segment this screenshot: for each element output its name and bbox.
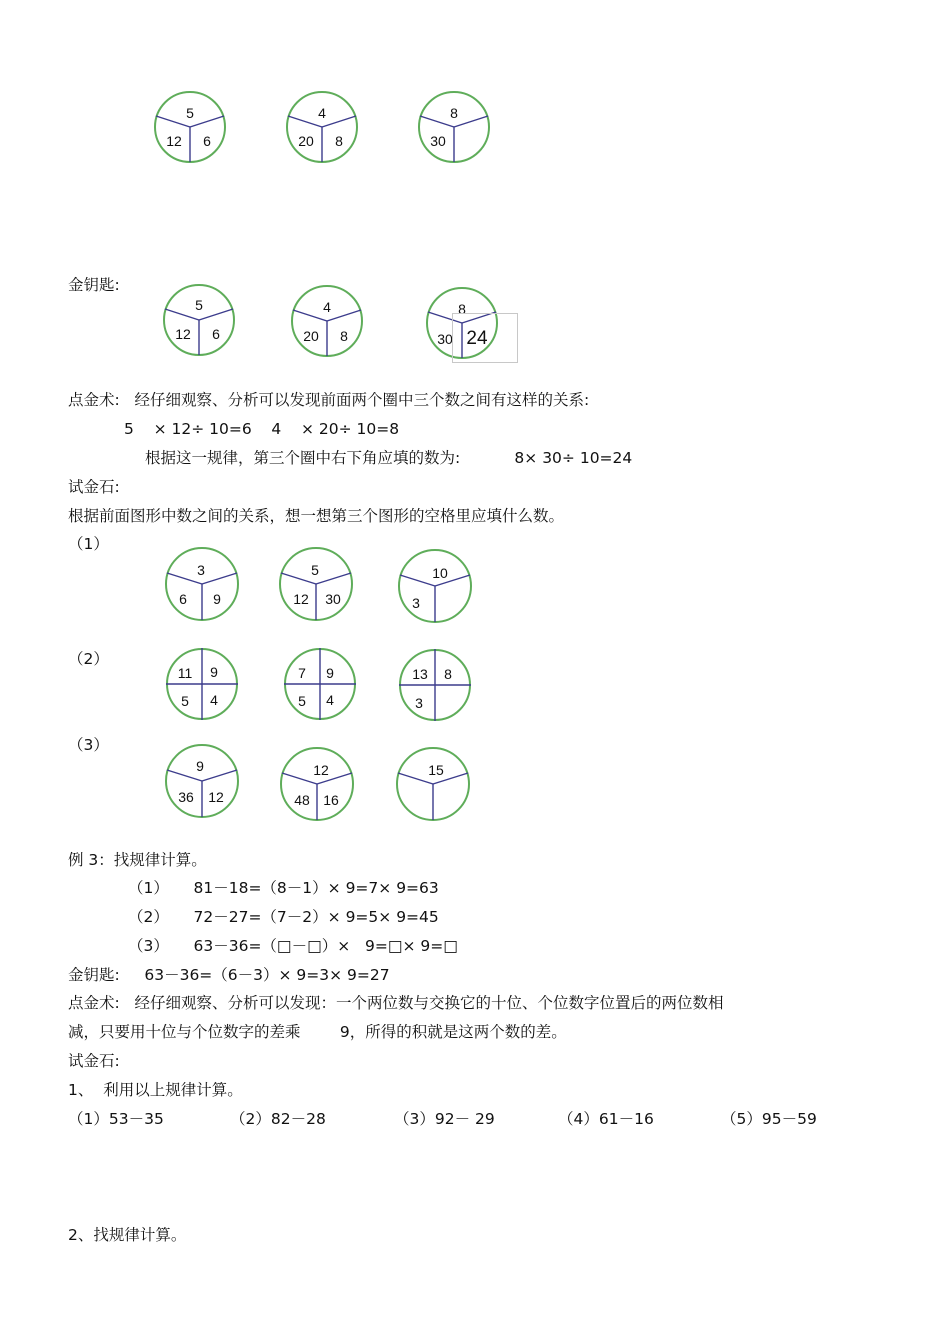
example-key: 金钥匙: 63－36=（6－3）× 9=3× 9=27	[68, 966, 390, 984]
svg-text:9: 9	[326, 665, 334, 681]
explain-formula: 5 × 12÷ 10=6 4 × 20÷ 10=8	[124, 420, 400, 438]
exercise-circle	[165, 547, 239, 621]
svg-text:5: 5	[311, 562, 319, 578]
svg-text:12: 12	[313, 762, 329, 778]
svg-text:7: 7	[298, 665, 306, 681]
svg-text:9: 9	[210, 664, 218, 680]
svg-text:20: 20	[303, 328, 319, 344]
key-label: 金钥匙:	[68, 276, 120, 294]
svg-text:48: 48	[294, 792, 310, 808]
svg-text:36: 36	[178, 789, 194, 805]
exercise-quad-circle	[399, 649, 471, 721]
question-item: （2）82－28	[230, 1110, 326, 1128]
pattern-circle	[286, 91, 358, 163]
svg-text:9: 9	[196, 758, 204, 774]
svg-text:12: 12	[166, 133, 182, 149]
question-item: （3）92－ 29	[394, 1110, 495, 1128]
svg-text:3: 3	[412, 595, 420, 611]
svg-text:30: 30	[437, 331, 453, 347]
svg-text:8: 8	[335, 133, 343, 149]
svg-text:4: 4	[210, 692, 218, 708]
question-1: 1、 利用以上规律计算。	[68, 1081, 243, 1099]
svg-text:8: 8	[458, 301, 466, 317]
svg-text:12: 12	[175, 326, 191, 342]
svg-text:20: 20	[298, 133, 314, 149]
svg-text:5: 5	[298, 693, 306, 709]
question-item: （4）61－16	[558, 1110, 654, 1128]
svg-text:30: 30	[325, 591, 341, 607]
exercise-quad-circle	[166, 648, 238, 720]
question-2: 2、找规律计算。	[68, 1226, 187, 1244]
instruction: 根据前面图形中数之间的关系，想一想第三个图形的空格里应填什么数。	[68, 507, 565, 525]
svg-text:12: 12	[208, 789, 224, 805]
explain-line: 点金术: 经仔细观察、分析可以发现前面两个圈中三个数之间有这样的关系:	[68, 391, 590, 409]
svg-text:13: 13	[412, 666, 428, 682]
key-circle	[163, 284, 235, 356]
svg-text:6: 6	[203, 133, 211, 149]
svg-text:24: 24	[466, 328, 488, 349]
example-item: （2） 72－27=（7－2）× 9=5× 9=45	[128, 908, 439, 926]
svg-text:15: 15	[428, 762, 444, 778]
exercise-circle	[398, 549, 472, 623]
explain-rule: 根据这一规律，第三个圈中右下角应填的数为: 8× 30÷ 10=24	[145, 449, 633, 467]
svg-text:9: 9	[213, 591, 221, 607]
exercise-circle	[279, 547, 353, 621]
svg-text:8: 8	[340, 328, 348, 344]
example-explain: 点金术: 经仔细观察、分析可以发现：一个两位数与交换它的十位、个位数字位置后的两位数相	[68, 994, 724, 1012]
group-label: （3）	[68, 736, 109, 754]
pattern-circle	[418, 91, 490, 163]
key-circle	[291, 285, 363, 357]
example-item: （1） 81－18=（8－1）× 9=7× 9=63	[128, 879, 439, 897]
svg-text:30: 30	[430, 133, 446, 149]
svg-text:5: 5	[195, 297, 203, 313]
svg-text:3: 3	[415, 695, 423, 711]
test-label: 试金石:	[68, 1052, 120, 1070]
question-item: （5）95－59	[721, 1110, 817, 1128]
svg-text:5: 5	[181, 693, 189, 709]
example-title: 例 3：找规律计算。	[68, 851, 207, 869]
exercise-circle	[396, 747, 470, 821]
svg-text:4: 4	[323, 299, 331, 315]
question-item: （1）53－35	[68, 1110, 164, 1128]
svg-text:8: 8	[450, 105, 458, 121]
group-label: （2）	[68, 650, 109, 668]
svg-text:6: 6	[179, 591, 187, 607]
test-label: 试金石:	[68, 478, 120, 496]
svg-text:6: 6	[212, 326, 220, 342]
exercise-circle	[165, 744, 239, 818]
svg-text:11: 11	[177, 665, 193, 681]
answer-box	[452, 313, 518, 363]
example-item: （3） 63－36=（□－□）× 9=□× 9=□	[128, 937, 458, 955]
svg-text:8: 8	[444, 666, 452, 682]
exercise-circle	[280, 747, 354, 821]
svg-text:4: 4	[318, 105, 326, 121]
group-label: （1）	[68, 535, 109, 553]
svg-text:10: 10	[432, 565, 448, 581]
svg-text:3: 3	[197, 562, 205, 578]
exercise-quad-circle	[284, 648, 356, 720]
svg-text:12: 12	[293, 591, 309, 607]
example-explain: 减，只要用十位与个位数字的差乘 9，所得的积就是这两个数的差。	[68, 1023, 567, 1041]
pattern-circle	[154, 91, 226, 163]
svg-text:4: 4	[326, 692, 334, 708]
svg-text:16: 16	[323, 792, 339, 808]
svg-text:5: 5	[186, 105, 194, 121]
